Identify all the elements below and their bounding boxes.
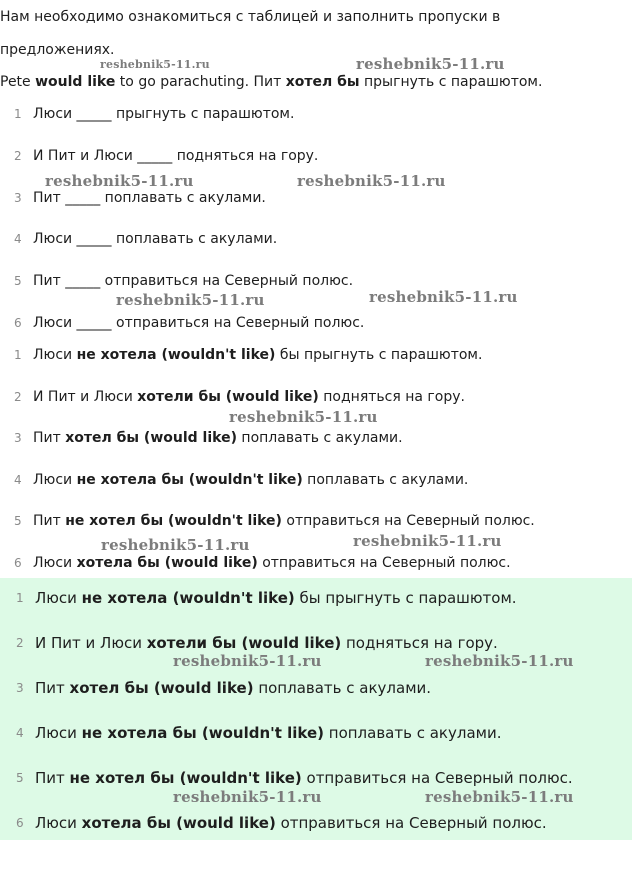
watermark: reshebnik5-11.ru bbox=[353, 532, 502, 550]
watermark: reshebnik5-11.ru bbox=[425, 788, 574, 806]
highlighted-answers-block: 1 Люси не хотела (wouldn't like) бы прыгнуть с парашютом. 2 И Пит и Люси хотели бы (would like) подняться на гору. 3 Пит хотел бы (would like) поплавать с акулами. 4 Люси не хотела бы (wouldn't like) поплавать с акулами. 5 Пит не хотел бы (wouldn't like) отправиться на Северный полюс. 6 Люси хотела бы (would like) отправиться на Северный полюс. bbox=[0, 578, 632, 840]
watermark: reshebnik5-11.ru bbox=[297, 172, 446, 190]
watermark: reshebnik5-11.ru bbox=[45, 172, 194, 190]
example-sentence: Pete would like to go parachuting. Пит хотел бы прыгнуть с парашютом. bbox=[0, 74, 543, 90]
watermark: reshebnik5-11.ru bbox=[116, 291, 265, 309]
watermark: reshebnik5-11.ru bbox=[173, 788, 322, 806]
watermark: reshebnik5-11.ru bbox=[229, 408, 378, 426]
intro-line-2: предложениях. bbox=[0, 42, 115, 58]
watermark: reshebnik5-11.ru bbox=[100, 58, 210, 71]
watermark: reshebnik5-11.ru bbox=[101, 536, 250, 554]
intro-line-1: Нам необходимо ознакомиться с таблицей и заполнить пропуски в bbox=[0, 9, 501, 25]
watermark: reshebnik5-11.ru bbox=[425, 652, 574, 670]
watermark: reshebnik5-11.ru bbox=[369, 288, 518, 306]
watermark: reshebnik5-11.ru bbox=[356, 55, 505, 73]
watermark: reshebnik5-11.ru bbox=[173, 652, 322, 670]
